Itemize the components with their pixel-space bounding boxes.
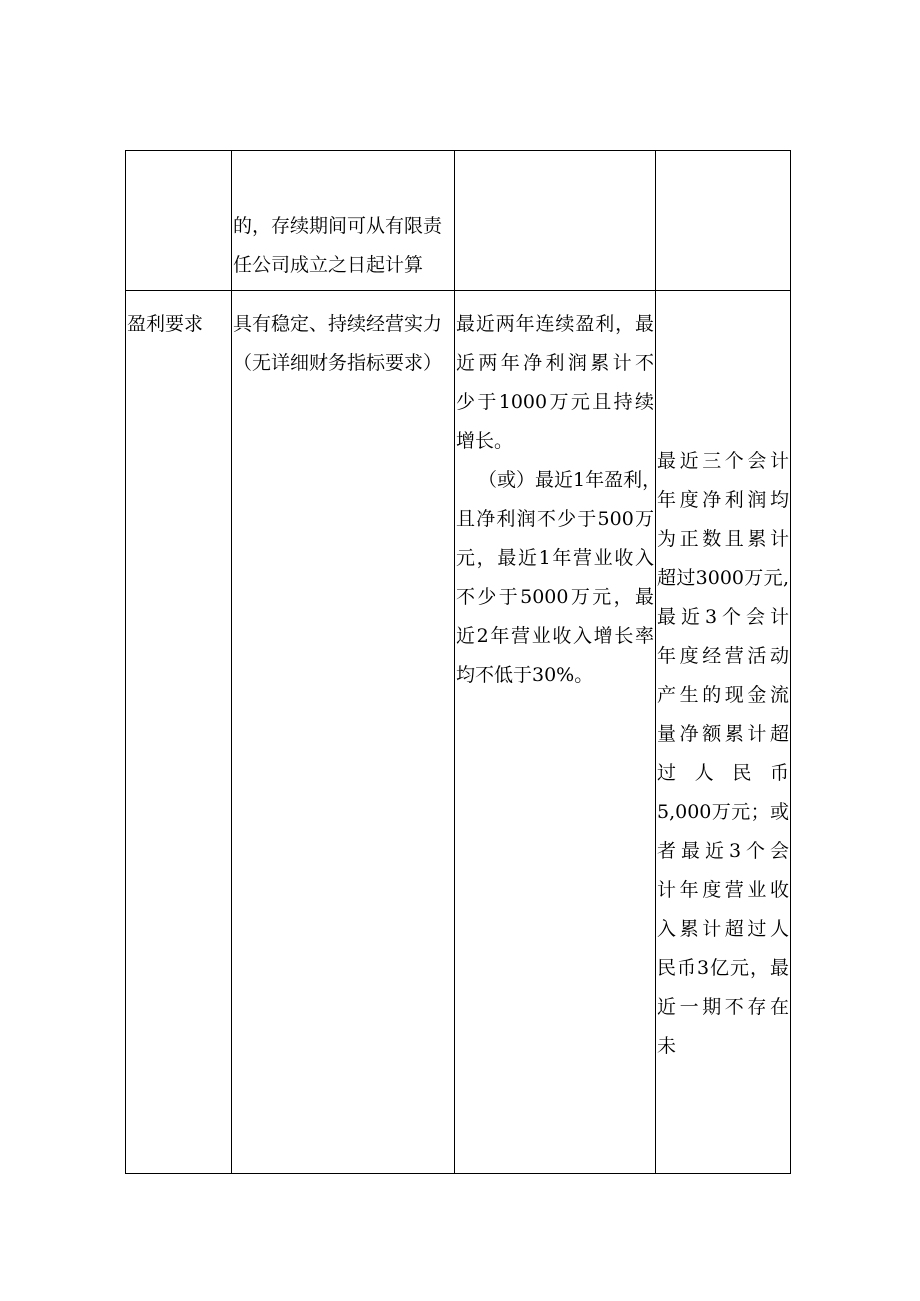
table-top-border [125, 150, 791, 151]
row2-col3-line: （或）最近1年盈利， [478, 469, 662, 491]
row2-col3-line: 不少于5000万元，最 [456, 586, 654, 608]
column-divider [231, 150, 232, 1174]
row2-col3-cell [456, 305, 662, 695]
column-divider [454, 150, 455, 1174]
row2-col3-line: 近2年营业收入增长率 [456, 625, 654, 647]
row1-col2-line: 的，存续期间可从有限责 [233, 215, 443, 237]
row2-col4-line: 年度净利润均 [657, 489, 789, 511]
row2-col2-line: 具有稳定、持续经营实力 [233, 313, 443, 335]
row-divider [125, 290, 791, 291]
row2-col4-line: 过人民币 [657, 762, 789, 784]
row2-col3-line: 且净利润不少于500万 [456, 508, 654, 530]
row2-col4-line: 近一期不存在 [657, 996, 789, 1018]
row2-col4-line: 产生的现金流 [657, 684, 789, 706]
row2-col4-line: 量净额累计超 [657, 723, 789, 745]
row2-col4-line: 最近3个会计 [657, 606, 789, 628]
row2-col3-line: 最近两年连续盈利，最 [456, 313, 654, 335]
row2-col4-line: 未 [657, 1035, 677, 1057]
row2-col3-line: 增长。 [456, 430, 514, 452]
listing-requirements-table [125, 150, 791, 1174]
table-left-border [125, 150, 126, 1174]
column-divider [655, 150, 656, 1174]
table-bottom-border [125, 1173, 791, 1174]
row2-col4-line: 者最近3个会 [657, 840, 789, 862]
row2-col4-line: 最近三个会计 [657, 450, 789, 472]
row2-col4-line: 入累计超过人 [657, 918, 789, 940]
row2-col2-cell [233, 305, 453, 383]
row2-col3-line: 少于1000万元且持续 [456, 391, 654, 413]
row2-col3-line: 元，最近1年营业收入 [456, 547, 654, 569]
row2-col4-line: 计年度营业收 [657, 879, 789, 901]
row2-label-cell [127, 305, 229, 344]
row2-col4-line: 5,000万元；或 [657, 801, 789, 823]
row2-col4-cell [657, 442, 789, 1066]
table-right-border [790, 150, 791, 1174]
profit-requirement-label: 盈利要求 [127, 313, 204, 335]
row1-col2-cell [233, 207, 453, 285]
row2-col4-line: 超过3000万元, [657, 567, 789, 589]
row2-col2-line: （无详细财务指标要求） [233, 352, 443, 374]
row2-col3-line: 近两年净利润累计不 [456, 352, 654, 374]
row2-col3-line: 均不低于30%。 [456, 664, 594, 686]
row1-col2-line: 任公司成立之日起计算 [233, 254, 424, 276]
row2-col4-line: 年度经营活动 [657, 645, 789, 667]
row2-col4-line: 民币3亿元，最 [657, 957, 789, 979]
row2-col4-line: 为正数且累计 [657, 528, 789, 550]
